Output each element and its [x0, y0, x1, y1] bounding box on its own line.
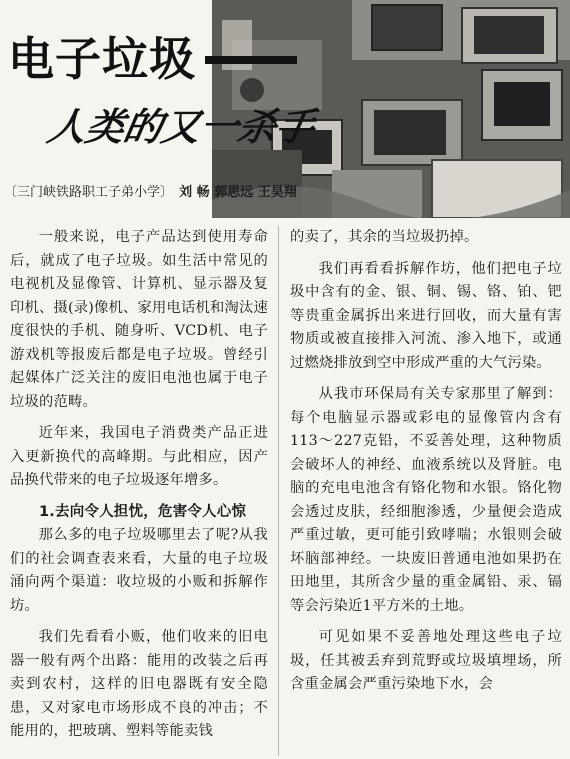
column-divider [278, 226, 279, 756]
paragraph: 我们再看看拆解作坊，他们把电子垃圾中含有的金、银、铜、锡、铬、铂、钯等贵重金属拆出来进行回收，而大量有害物质或被直接排入河流、渗入地下，或通过燃烧排放到空中形成严重的大气污染。 [290, 260, 562, 371]
paragraph: 那么多的电子垃圾哪里去了呢?从我们的社会调查表来看，大量的电子垃圾涌向两个渠道：收垃圾的小贩和拆解作坊。 [10, 527, 268, 614]
paragraph: 我们先看看小贩，他们收来的旧电器一般有两个出路：能用的改装之后再卖到农村，这样的旧电器既有安全隐患，又对家电市场形成不良的冲击；不能用的，把玻璃、塑料等能卖钱 [10, 629, 268, 739]
paragraph: 近年来，我国电子消费类产品正进入更新换代的高峰期。与此相应，因产品换代带来的电子垃圾逐年增多。 [10, 425, 268, 488]
page-title: 电子垃圾 [8, 32, 196, 86]
article-column-left [10, 226, 268, 752]
paragraph: 从我市环保局有关专家那里了解到：每个电脑显示器或彩电的显像管内含有113～227克铅，不妥善处理，这种物质会破坏人的神经、血液系统以及肾脏。电脑的充电电池含有铬化物和水银。铬化物会透过皮肤，经细胞渗透，少量便会造成严重过敏，更可能引致哮喘；水银则会破坏脑部神经。一块废旧普通电池如果扔在田地里，其所含少量的重金属铅、汞、镉等会污染近1平方米的土地。 [290, 386, 562, 614]
paragraph: 的卖了，其余的当垃圾扔掉。 [290, 229, 479, 245]
title-dash [205, 56, 297, 64]
byline [4, 184, 297, 202]
byline-school: 〔三门峡铁路职工子弟小学〕 [4, 185, 174, 200]
article-column-right [290, 226, 562, 705]
paragraph: 一般来说，电子产品达到使用寿命后，就成了电子垃圾。如生活中常见的电视机及显像管、计算机、显示器及复印机、摄(录)像机、家用电话机和淘汰速度很快的手机、随身听、VCD机、电子游戏机等报废后都是电子垃圾。曾经引起媒体广泛关注的废旧电池也属于电子垃圾的范畴。 [10, 229, 269, 410]
section-heading: 1.去向令人担忧，危害令人心惊 [39, 503, 247, 520]
byline-authors: 刘 畅 郭思远 王昊翔 [179, 185, 297, 200]
paragraph: 可见如果不妥善地处理这些电子垃圾，任其被丢弃到荒野或垃圾填埋场，所含重金属会严重污染地下水，会 [290, 629, 562, 692]
page-subtitle: 人类的又一杀手 [44, 105, 318, 149]
